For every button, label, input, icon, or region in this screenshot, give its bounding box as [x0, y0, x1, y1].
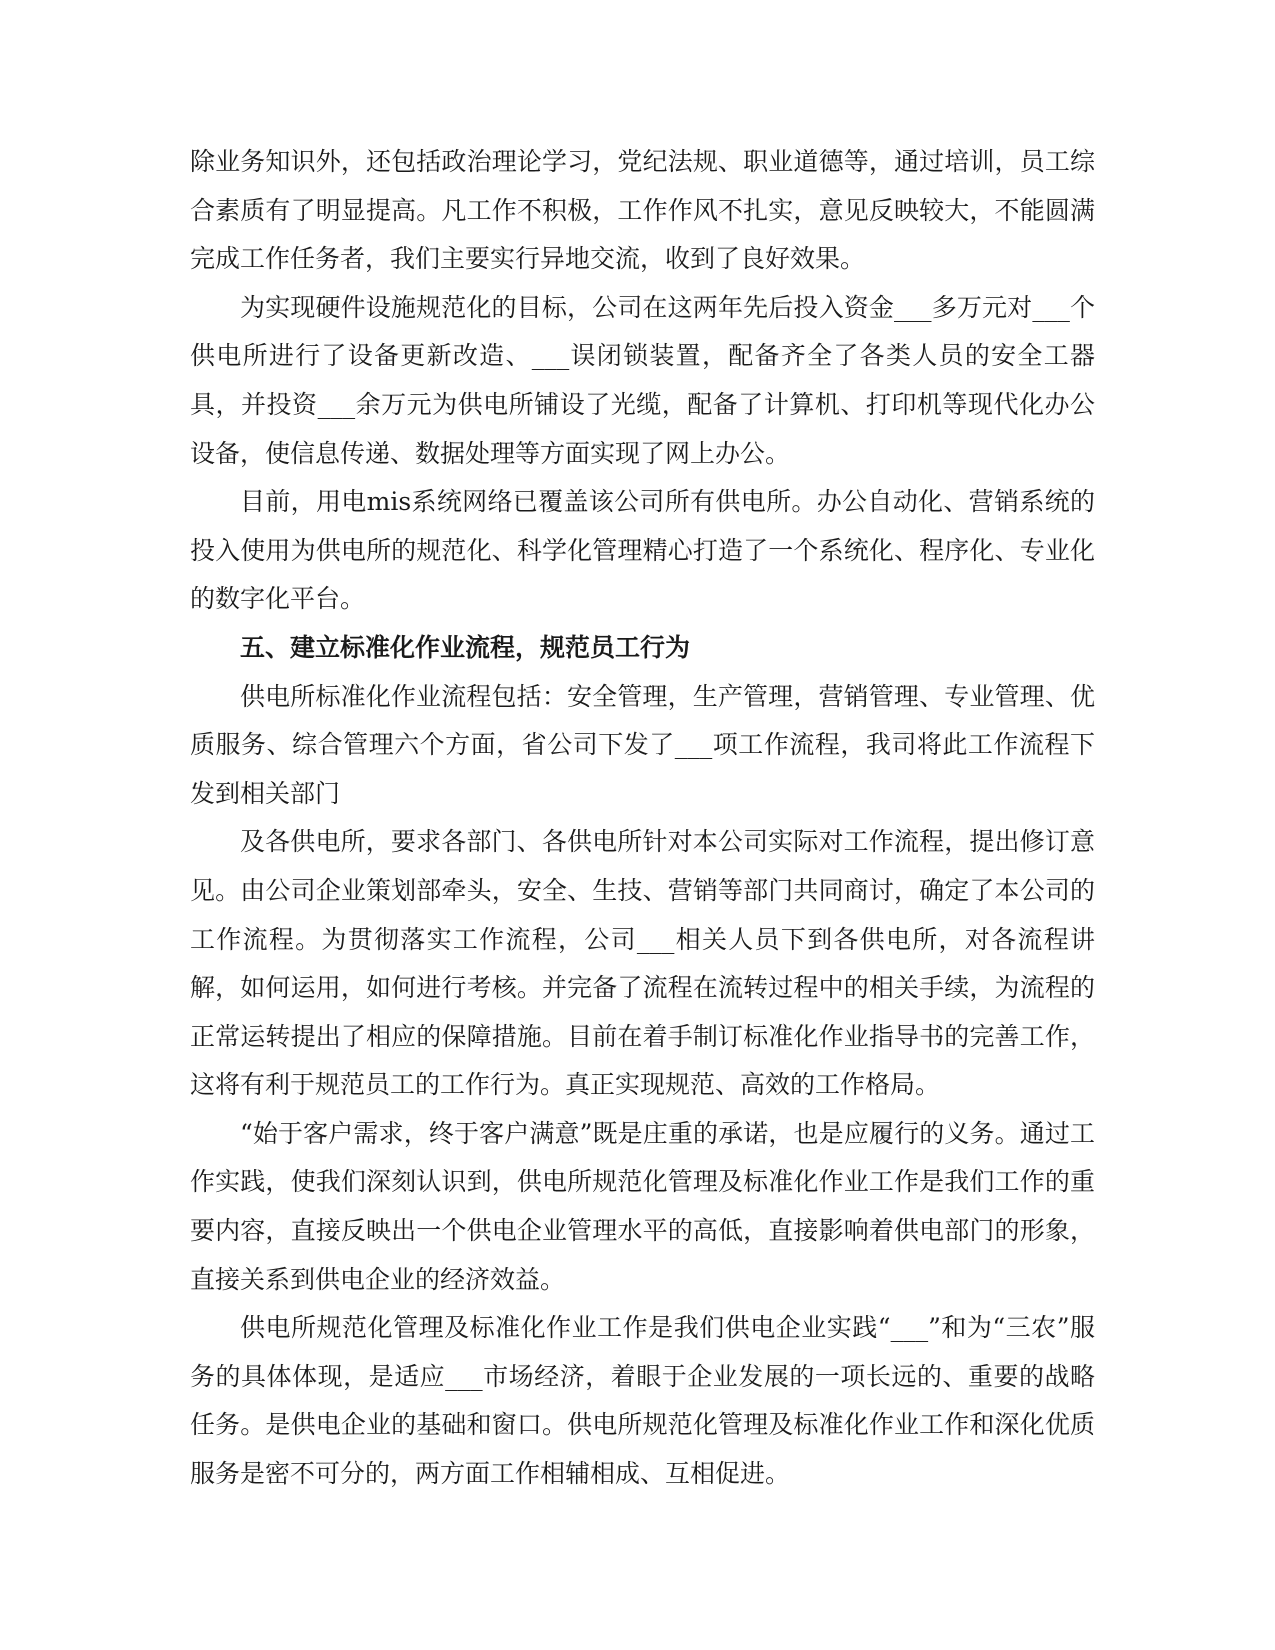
paragraph-continued-training: 除业务知识外，还包括政治理论学习，党纪法规、职业道德等，通过培训，员工综合素质有了明显提高。凡工作不积极，工作作风不扎实，意见反映较大，不能圆满完成工作任务者，我们主要实行异地交流，收到了良好效果。: [190, 147, 1095, 274]
paragraph-customer-commitment: “始于客户需求，终于客户满意”既是庄重的承诺，也是应履行的义务。通过工作实践，使我们深刻认识到，供电所规范化管理及标准化作业工作是我们工作的重要内容，直接反映出一个供电企业管理水平的高低，直接影响着供电部门的形象，直接关系到供电企业的经济效益。: [190, 1118, 1095, 1294]
document-body: [190, 138, 1095, 1499]
paragraph-strategic-task: 供电所规范化管理及标准化作业工作是我们供电企业实践“___”和为“三农”服务的具体体现，是适应___市场经济，着眼于企业发展的一项长远的、重要的战略任务。是供电企业的基础和窗口。供电所规范化管理及标准化作业工作和深化优质服务是密不可分的，两方面工作相辅相成、互相促进。: [190, 1313, 1095, 1489]
section-heading-five: 五、建立标准化作业流程，规范员工行为: [240, 632, 691, 662]
paragraph-mis-system: 目前，用电mis系统网络已覆盖该公司所有供电所。办公自动化、营销系统的投入使用为供电所的规范化、科学化管理精心打造了一个系统化、程序化、专业化的数字化平台。: [190, 487, 1095, 614]
paragraph-workflow-implementation: 及各供电所，要求各部门、各供电所针对本公司实际对工作流程，提出修订意见。由公司企业策划部牵头，安全、生技、营销等部门共同商讨，确定了本公司的工作流程。为贯彻落实工作流程，公司___相关人员下到各供电所，对各流程讲解，如何运用，如何进行考核。并完备了流程在流转过程中的相关手续，为流程的正常运转提出了相应的保障措施。目前在着手制订标准化作业指导书的完善工作，这将有利于规范员工的工作行为。真正实现规范、高效的工作格局。: [190, 827, 1095, 1100]
paragraph-hardware-investment: 为实现硬件设施规范化的目标，公司在这两年先后投入资金___多万元对___个供电所进行了设备更新改造、___误闭锁装置，配备齐全了各类人员的安全工器具，并投资___余万元为供电所铺设了光缆，配备了计算机、打印机等现代化办公设备，使信息传递、数据处理等方面实现了网上办公。: [190, 292, 1095, 468]
paragraph-standard-workflow: 供电所标准化作业流程包括：安全管理，生产管理，营销管理、专业管理、优质服务、综合管理六个方面，省公司下发了___项工作流程，我司将此工作流程下发到相关部门: [190, 681, 1095, 808]
